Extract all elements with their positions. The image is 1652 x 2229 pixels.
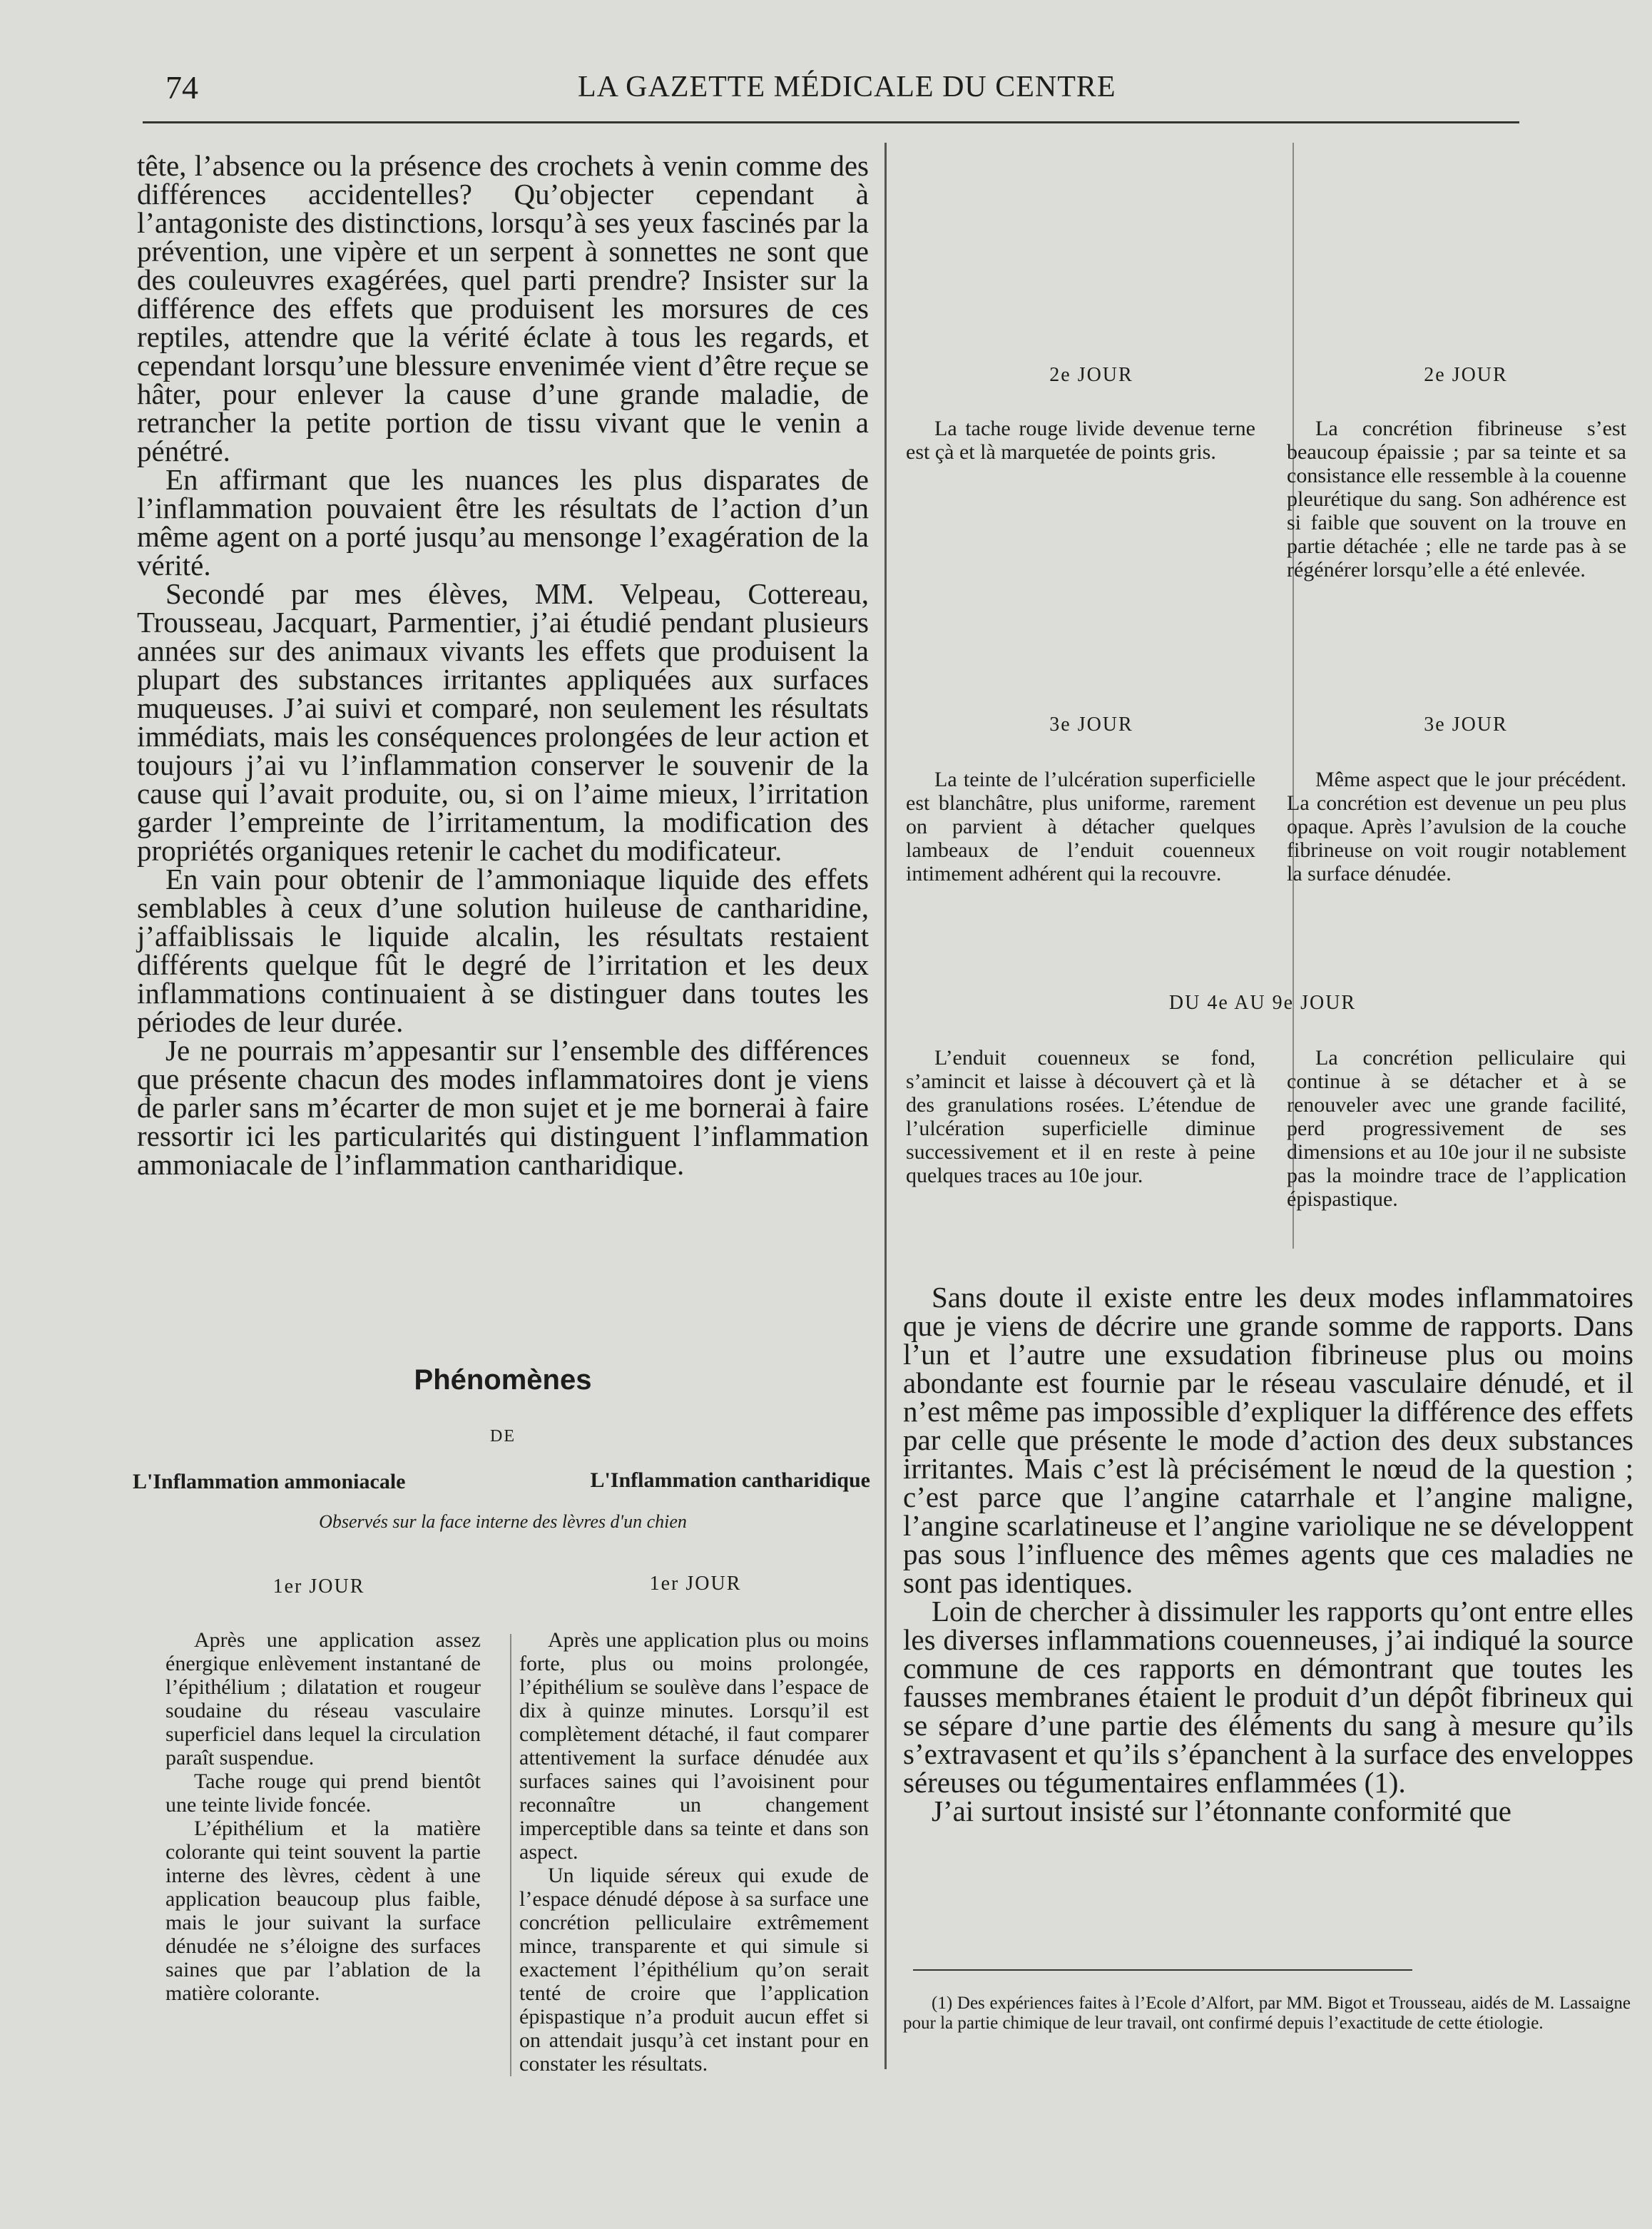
cell-text: L’épithélium et la matière colorante qui teint souvent la partie interne des lèvres, cèdent à une application beaucoup plus faible, mais le jour suivant la surface dénudée ne s’éloigne des surfaces saines que par l’ablation de la matière colorante. — [165, 1817, 481, 2005]
header-rule — [143, 121, 1519, 123]
column-divider — [884, 143, 887, 2069]
day-label: 1er JOUR — [272, 1575, 365, 1598]
table-de: DE — [490, 1427, 516, 1446]
journal-title: LA GAZETTE MÉDICALE DU CENTRE — [578, 71, 1116, 103]
right-column — [903, 1283, 1633, 1825]
col-title-ammoniacale: L'Inflammation ammoniacale — [133, 1470, 406, 1493]
cell-text: Tache rouge qui prend bientôt une teinte livide foncée. — [165, 1770, 481, 1817]
day-label: DU 4e AU 9e JOUR — [1168, 992, 1357, 1014]
paragraph: Je ne pourrais m’appesantir sur l’ensemble des différences que présente chacun des modes inflammatoires dont je viens de parler sans m’écarter de mon sujet et je me bornerai à faire ressortir ici les particularités qui distinguent l’inflammation ammoniacale de l’inflammation cantharidique. — [137, 1034, 869, 1181]
day-label: 3e JOUR — [1049, 714, 1133, 736]
can-day2: La concrétion fibrineuse s’est beaucoup épaissie ; par sa teinte et sa consistance elle ressemble à la couenne pleurétique du sang. Son adhérence est si faible que souvent on la trouve en partie détachée ; elle ne tarde pas à se régénérer lorsqu’elle a été enlevée. — [1287, 417, 1626, 582]
cell-text: Un liquide séreux qui exude de l’espace dénudé dépose à sa surface une concrétion pelliculaire extrêmement mince, transparente et qui simule si exactement l’épithélium qu’on serait tenté de croire que l’application épispastique n’a produit aucun effet si on attendait jusqu’à cet instant pour en constater les résultats. — [519, 1864, 869, 2076]
col-title-cantharidique: L'Inflammation cantharidique — [590, 1468, 870, 1492]
amm-day1 — [165, 1628, 481, 2005]
amm-day2: La tache rouge livide devenue terne est çà et là marquetée de points gris. — [906, 417, 1255, 464]
footnote: (1) Des expériences faites à l’Ecole d’Alfort, par MM. Bigot et Trousseau, aidés de M. Lassaigne pour la partie chimique de leur travail, ont confirmé depuis l’exactitude de cette étiologie. — [903, 1994, 1631, 2033]
paragraph: En affirmant que les nuances les plus disparates de l’inflammation pouvaient être les résultats de l’action d’un même agent on a porté jusqu’au mensonge l’exagération de la vérité. — [137, 463, 869, 582]
paragraph: Loin de chercher à dissimuler les rapports qu’ont entre elles les diverses inflammations couenneuses, j’ai indiqué la source commune de ces rapports en démontrant que toutes les fausses membranes étaient le produit d’un dépôt fibrineux qui se sépare d’une partie des éléments du sang à mesure qu’ils s’extravasent et qu’ils s’épanchent à la surface des enveloppes séreuses ou tégumentaires enflammées (1). — [903, 1595, 1633, 1799]
paragraph: Sans doute il existe entre les deux modes inflammatoires que je viens de décrire une grande somme de rapports. Dans l’un et l’autre une exsudation fibrineuse plus ou moins abondante est fournie par le réseau vasculaire dénudé, et il n’est même pas impossible d’expliquer la différence des effets par celle que présente le mode d’action des deux substances irritantes. Mais c’est là précisément le nœud de la question ; c’est parce que l’angine catarrhale et l’angine maligne, l’angine scarlatineuse et l’angine variolique ne se développent pas sous l’influence des mêmes agents que ces maladies ne sont pas identiques. — [903, 1281, 1633, 1599]
paragraph: J’ai surtout insisté sur l’étonnante conformité que — [932, 1794, 1511, 1827]
cell-text: Après une application plus ou moins forte, plus ou moins prolongée, l’épithélium se soulève dans l’espace de dix à quinze minutes. Lorsqu’il est complètement détaché, il faut comparer attentivement la surface dénudée aux surfaces saines qui l’avoisinent pour reconnaître un changement imperceptible dans sa teinte et dans son aspect. — [519, 1628, 869, 1864]
paragraph: En vain pour obtenir de l’ammoniaque liquide des effets semblables à ceux d’une solution huileuse de cantharidine, j’affaiblissais le liquide alcalin, les résultats restaient différents quelque fût le degré de l’irritation et les deux inflammations continuaient à se distinguer dans toutes les périodes de leur durée. — [137, 863, 869, 1038]
footnote-rule — [913, 1969, 1412, 1971]
day-label: 2e JOUR — [1424, 364, 1508, 386]
table-heading: Phénomènes — [414, 1364, 592, 1396]
paragraph: tête, l’absence ou la présence des crochets à venin comme des différences accidentelles? Qu’objecter cependant à l’antagoniste des distinctions, lorsqu’à ses yeux fascinés par la prévention, une vipère et un serpent à sonnettes ne sont que des couleuvres exagérées, quel parti prendre? Insister sur la différence des effets que produisent les morsures de ces reptiles, attendre que la vérité éclate à tous les regards, et cependant lorsqu’une blessure envenimée vient d’être reçue se hâter, pour enlever la cause d’une grande maladie, de retrancher la petite portion de tissu vivant que le venin a pénétré. — [137, 149, 869, 467]
day-label: 3e JOUR — [1424, 714, 1508, 736]
left-column — [137, 151, 869, 1179]
cell-text: Après une application assez énergique enlèvement instantané de l’épithélium ; dilatation et rougeur soudaine du réseau vasculaire superficiel dans lequel la circulation paraît suspendue. — [165, 1628, 481, 1770]
page-number: 74 — [165, 69, 198, 106]
day-label: 1er JOUR — [649, 1573, 742, 1595]
amm-day3: La teinte de l’ulcération superficielle est blanchâtre, plus uniforme, rarement on parvient à détacher quelques lambeaux de l’enduit couenneux intimement adhérent qui la recouvre. — [906, 768, 1255, 885]
observed-note: Observés sur la face interne des lèvres d'un chien — [319, 1511, 687, 1532]
can-day1 — [519, 1628, 869, 2076]
can-day4-9: La concrétion pelliculaire qui continue à se détacher et à se renouveler avec une grande facilité, perd progressivement de ses dimensions et au 10e jour il ne subsiste pas la moindre trace de l’application épispastique. — [1287, 1046, 1626, 1211]
can-day3: Même aspect que le jour précédent. La concrétion est devenue un peu plus opaque. Après l’avulsion de la couche fibrineuse on voit rougir notablement la surface dénudée. — [1287, 768, 1626, 885]
day-label: 2e JOUR — [1049, 364, 1133, 386]
table-column-divider-lower — [510, 1634, 511, 2076]
amm-day4-9: L’enduit couenneux se fond, s’amincit et laisse à découvert çà et là des granulations rosées. L’étendue de l’ulcération superficielle diminue successivement et il en reste à peine quelques traces au 10e jour. — [906, 1046, 1255, 1187]
paragraph: Secondé par mes élèves, MM. Velpeau, Cottereau, Trousseau, Jacquart, Parmentier, j’ai étudié pendant plusieurs années sur des animaux vivants les effets que produisent la plupart des substances irritantes appliquées aux surfaces muqueuses. J’ai suivi et comparé, non seulement les résultats immédiats, mais les conséquences prolongées de leur action et toujours j’ai vu l’inflammation conserver le souvenir de la cause qui l’avait produite, ou, si on l’aime mieux, l’irritation garder l’empreinte de l’irritamentum, la modification des propriétés organiques retenir le cachet du modificateur. — [137, 577, 869, 867]
